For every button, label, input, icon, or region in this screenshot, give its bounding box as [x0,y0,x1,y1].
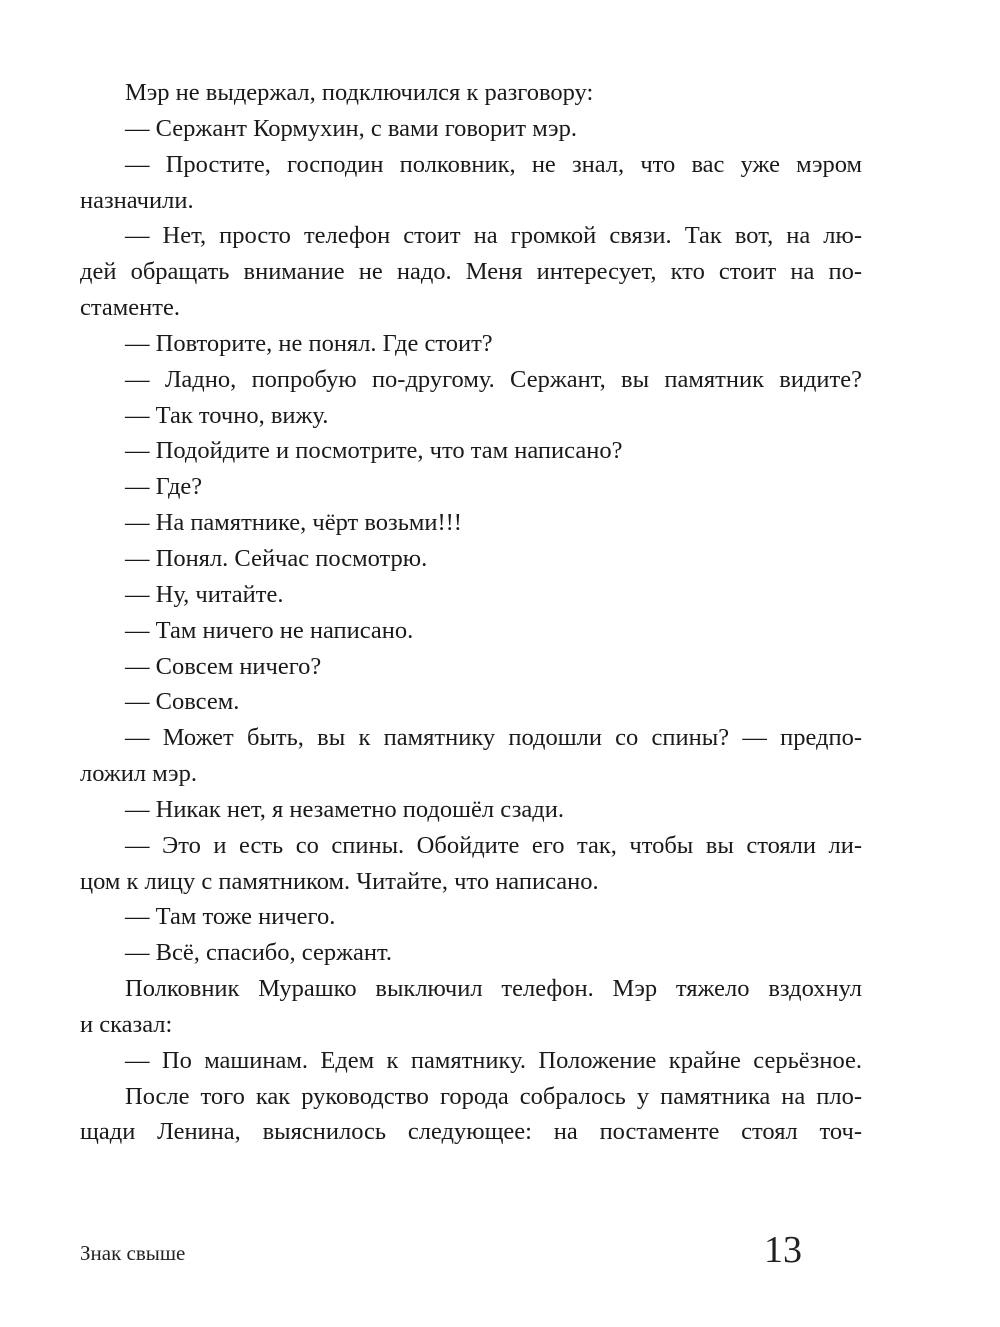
text-line: — Подойдите и посмотрите, что там написано? [125,437,623,465]
text-line: стаменте. [80,294,180,322]
text-line: — Сержант Кормухин, с вами говорит мэр. [125,114,577,142]
text-line: — Нет, просто телефон стоит на громкой связи. Так вот, на лю- [125,222,862,250]
text-line: цом к лицу с памятником. Читайте, что написано. [80,867,599,895]
text-line: — Никак нет, я незаметно подошёл сзади. [125,795,564,823]
text-line: — Там тоже ничего. [125,903,336,931]
text-line: Полковник Мурашко выключил телефон. Мэр тяжело вздохнул [125,975,862,1003]
text-line: — Ладно, попробую по-другому. Сержант, вы памятник видите? [125,365,862,393]
text-line: — Простите, господин полковник, не знал, что вас уже мэром [125,150,862,178]
text-line: — По машинам. Едем к памятнику. Положение крайне серьёзное. [125,1046,862,1074]
text-line: Мэр не выдержал, подключился к разговору: [125,79,594,106]
text-line: — Там ничего не написано. [125,616,414,644]
text-line: После того как руководство города собралось у памятника на пло- [125,1082,862,1110]
text-line: ложил мэр. [80,760,197,788]
text-line: — Совсем. [125,688,240,716]
text-line: — Понял. Сейчас посмотрю. [125,544,428,572]
text-line: — Ну, читайте. [125,580,284,608]
text-line: щади Ленина, выяснилось следующее: на постаменте стоял точ- [80,1118,862,1146]
text-line: — Так точно, вижу. [125,401,329,429]
text-line: — Где? [125,473,203,501]
text-line: — На памятнике, чёрт возьми!!! [125,509,462,537]
text-line: — Совсем ничего? [125,652,322,680]
text-line: — Это и есть со спины. Обойдите его так, чтобы вы стояли ли- [125,831,862,859]
text-line: — Всё, спасибо, сержант. [125,939,392,967]
text-line: и сказал: [80,1010,173,1038]
page-number: 13 [764,1229,802,1271]
running-footer-title: Знак свыше [80,1241,186,1265]
text-line: дей обращать внимание не надо. Меня интересует, кто стоит на по- [80,258,862,286]
page-body-text [80,75,862,1150]
text-line: — Может быть, вы к памятнику подошли со спины? — предпо- [125,724,862,752]
text-line: назначили. [80,186,194,214]
text-line: — Повторите, не понял. Где стоит? [125,329,493,357]
